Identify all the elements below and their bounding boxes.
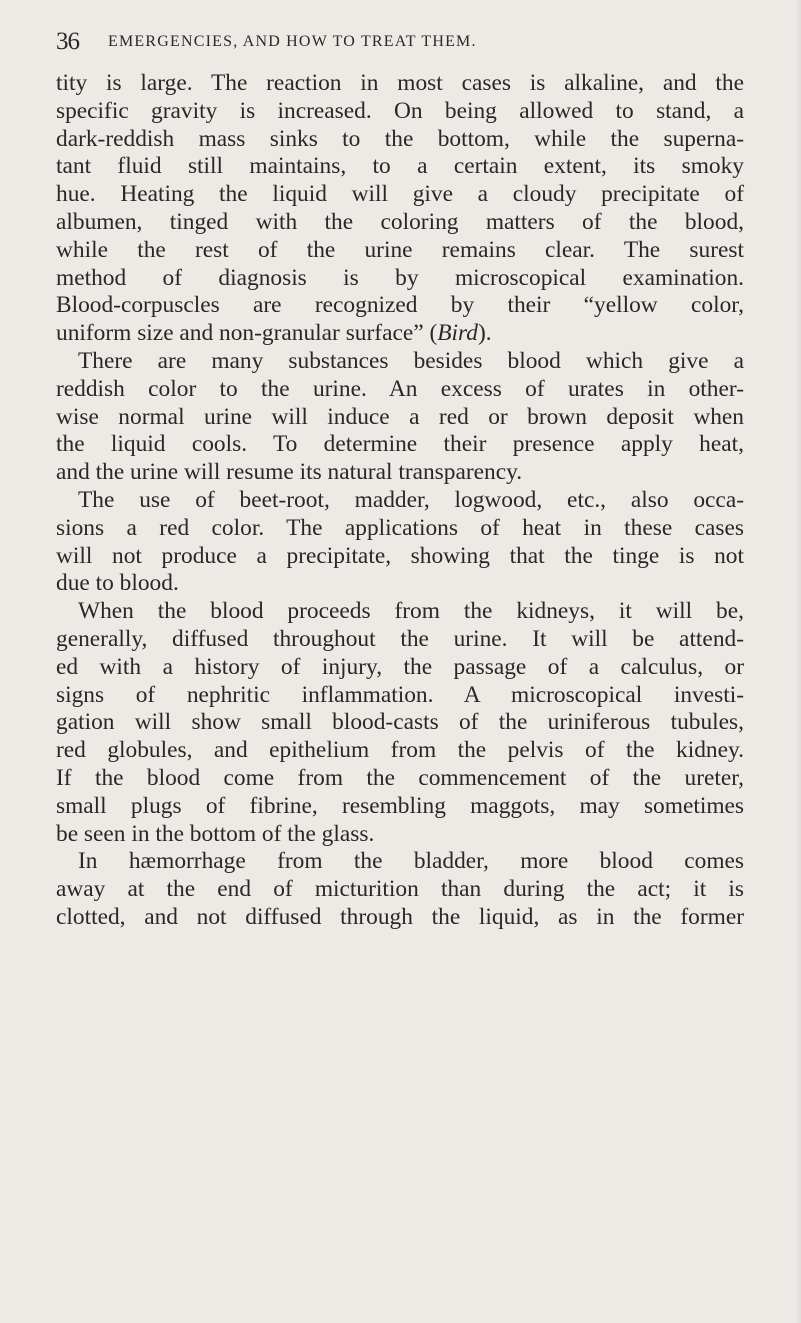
text-line: the liquid cools. To determine their presence apply heat, bbox=[56, 431, 744, 458]
text-line: away at the end of micturition than during the act; it is bbox=[56, 876, 744, 903]
text-line: There are many substances besides blood which give a bbox=[78, 347, 744, 374]
text-line: sions a red color. The applications of heat in these cases bbox=[56, 514, 744, 541]
text-line: tity is large. The reaction in most cases is alkaline, and the bbox=[56, 70, 744, 96]
text-line: albumen, tinged with the coloring matters of the blood, bbox=[56, 208, 744, 235]
text-line: dark-reddish mass sinks to the bottom, while the superna- bbox=[56, 125, 744, 152]
text-line: uniform size and non-granular surface” (Bird). bbox=[56, 320, 492, 347]
text-line: The use of beet-root, madder, logwood, etc., also occa- bbox=[78, 486, 744, 513]
text-line: specific gravity is increased. On being allowed to stand, a bbox=[56, 97, 744, 124]
text-line: due to blood. bbox=[56, 570, 179, 597]
text-line: method of diagnosis is by microscopical examination. bbox=[56, 264, 744, 291]
page-edge-shadow bbox=[795, 0, 801, 1323]
text-line: signs of nephritic inflammation. A microscopical investi- bbox=[56, 681, 744, 708]
cited-author: Bird bbox=[437, 320, 478, 347]
text-line: gation will show small blood-casts of the uriniferous tubules, bbox=[56, 709, 744, 736]
text-line: clotted, and not diffused through the liquid, as in the former bbox=[56, 903, 744, 930]
running-head bbox=[56, 28, 756, 60]
text-line: ed with a history of injury, the passage of a calculus, or bbox=[56, 653, 744, 680]
text-line: red globules, and epithelium from the pelvis of the kidney. bbox=[56, 737, 744, 764]
text-line: reddish color to the urine. An excess of urates in other- bbox=[56, 375, 744, 402]
text-line: If the blood come from the commencement of the ureter, bbox=[56, 764, 744, 791]
text-line: tant fluid still maintains, to a certain extent, its smoky bbox=[56, 153, 744, 180]
text-line: When the blood proceeds from the kidneys, it will be, bbox=[78, 598, 744, 625]
text-line: Blood-corpuscles are recognized by their “yellow color, bbox=[56, 292, 744, 319]
text-line: In hæmorrhage from the bladder, more blood comes bbox=[78, 848, 744, 875]
text-line: small plugs of fibrine, resembling maggots, may sometimes bbox=[56, 792, 744, 819]
text-line: generally, diffused throughout the urine. It will be attend- bbox=[56, 625, 744, 652]
body-text bbox=[56, 70, 744, 932]
running-title: EMERGENCIES, AND HOW TO TREAT THEM. bbox=[108, 33, 477, 50]
text-line: be seen in the bottom of the glass. bbox=[56, 820, 375, 847]
text-line: hue. Heating the liquid will give a cloudy precipitate of bbox=[56, 181, 744, 208]
page-number: 36 bbox=[56, 28, 79, 55]
text-line: and the urine will resume its natural transparency. bbox=[56, 459, 523, 486]
text-line: will not produce a precipitate, showing that the tinge is not bbox=[56, 542, 744, 569]
text-line: while the rest of the urine remains clear. The surest bbox=[56, 236, 744, 263]
text-line: wise normal urine will induce a red or brown deposit when bbox=[56, 403, 744, 430]
